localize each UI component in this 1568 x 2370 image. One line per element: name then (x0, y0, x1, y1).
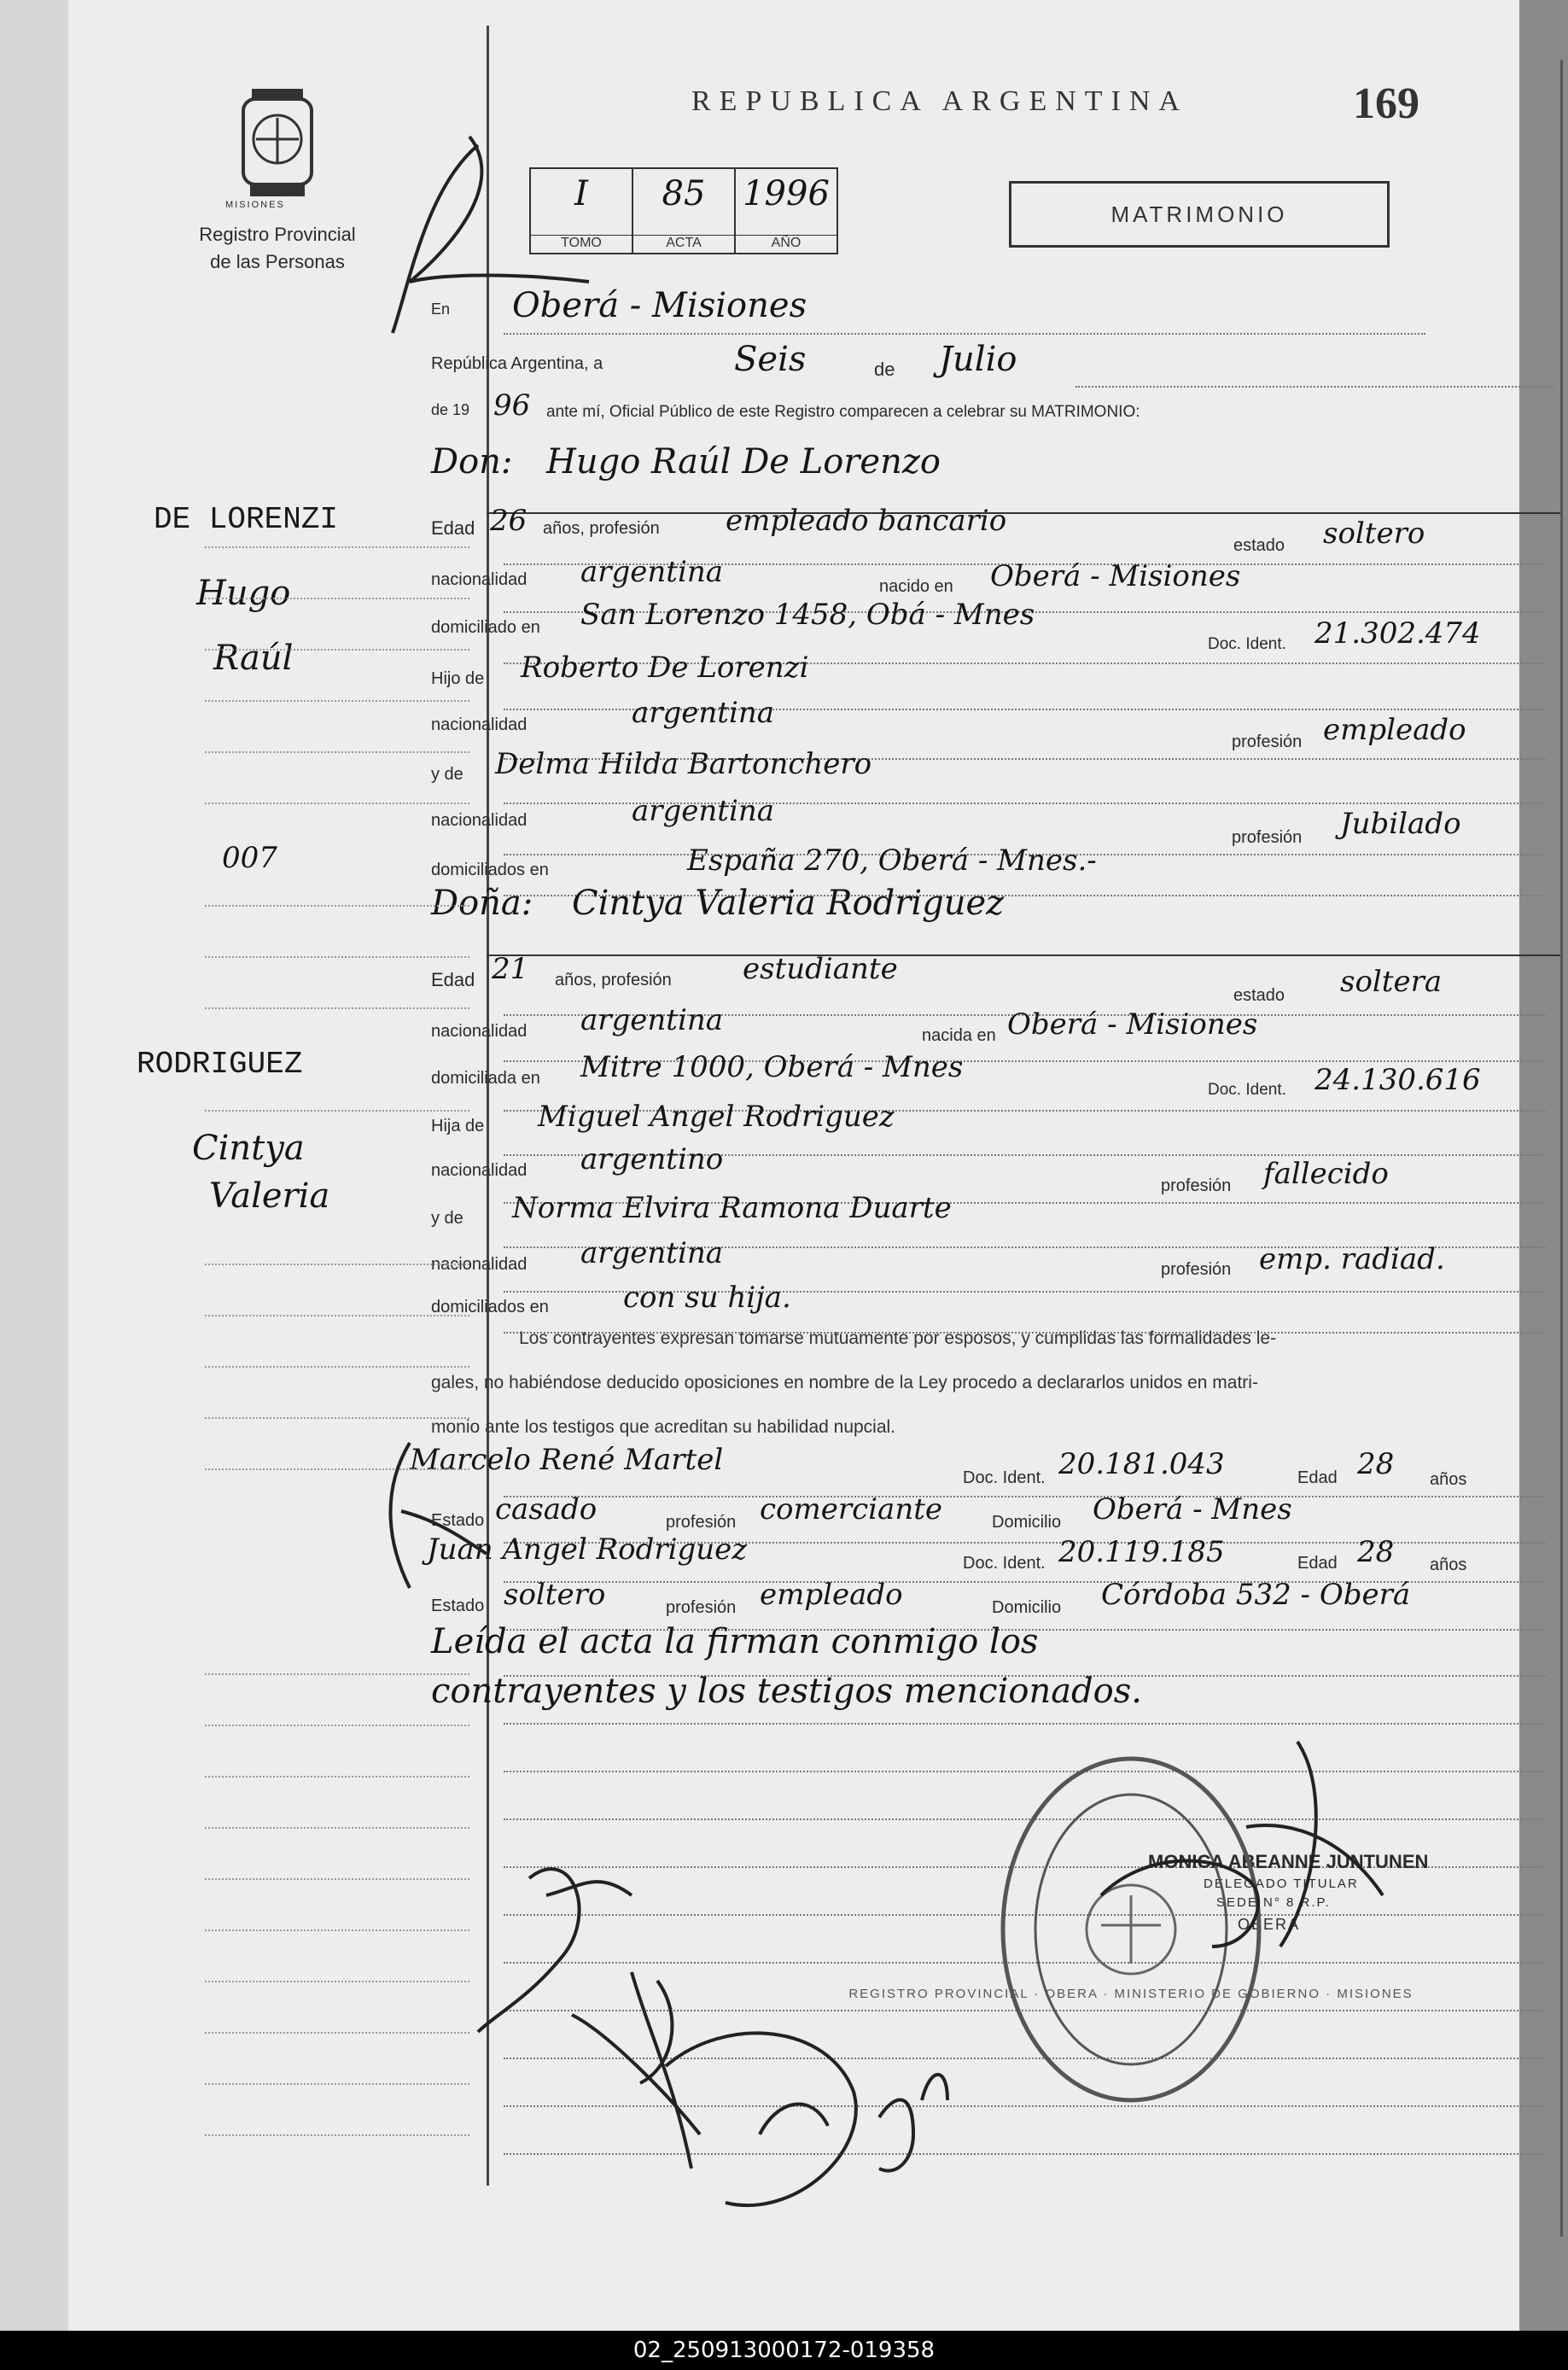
acta-cell (633, 169, 736, 253)
bride-yde-label: y de (431, 1209, 463, 1228)
margin-bride-surname: RODRIGUEZ (137, 1047, 303, 1082)
place-value: Oberá - Misiones (512, 286, 807, 325)
domiciliados-label: domiciliados en (431, 861, 549, 879)
bride-estado: soltera (1340, 965, 1443, 999)
edad-label: Edad (431, 517, 475, 539)
margin-rule-line (205, 546, 469, 548)
year-suffix: 96 (493, 388, 531, 423)
witness1-domicilio-label: Domicilio (992, 1513, 1062, 1532)
margin-rule-line (205, 1673, 469, 1675)
margin-groom-given1: Hugo (196, 574, 291, 613)
groom-nacionalidad: argentina (580, 555, 724, 589)
margin-groom-given2: Raúl (213, 639, 294, 678)
margin-bride-given1: Cintya (192, 1129, 305, 1168)
bride-mother-nac: argentina (580, 1236, 724, 1270)
bride-edad-label: Edad (431, 969, 475, 990)
margin-rule-line (205, 1264, 469, 1265)
witness2-profesion-label: profesión (666, 1598, 737, 1617)
margin-rule-line (205, 2032, 469, 2034)
registrar-initial-signature (358, 111, 615, 367)
month-value: Julio (939, 340, 1017, 379)
officer-title: DELEGADO TITULAR (1204, 1877, 1359, 1891)
stamp-caption: REGISTRO PROVINCIAL · OBERA · MINISTERIO DE GOBIERNO · MISIONES (848, 1987, 1414, 2001)
margin-bride-given2: Valeria (209, 1176, 330, 1216)
anos-profesion-label: años, profesión (543, 519, 660, 538)
de-label: de (874, 359, 895, 380)
acta-value: 85 (662, 174, 706, 213)
witness1-doc: 20.181.043 (1058, 1447, 1225, 1481)
margin-rule-line (205, 1315, 469, 1316)
witness1-domicilio: Oberá - Mnes (1093, 1492, 1292, 1526)
closing-line2: contrayentes y los testigos mencionados. (431, 1672, 1142, 1711)
coat-of-arms-icon (226, 84, 329, 203)
domiciliada-label: domiciliada en (431, 1069, 540, 1088)
margin-rule-line (205, 751, 469, 753)
hija-label: Hija de (431, 1117, 485, 1135)
officer-signature (1075, 1725, 1400, 1981)
bride-name: Cintya Valeria Rodriguez (572, 884, 1005, 923)
groom-parents-dom: España 270, Oberá - Mnes.- (687, 844, 1097, 878)
margin-rule-line (205, 1110, 469, 1112)
right-border-line (1560, 60, 1563, 2237)
witness2-edad-label: Edad (1297, 1554, 1338, 1573)
bride-domiciliados-label: domiciliados en (431, 1298, 549, 1316)
officer-office: SEDE N° 8 R.P. (1216, 1895, 1331, 1910)
witness2-estado-label: Estado (431, 1597, 485, 1615)
act-type-box: MATRIMONIO (1009, 181, 1390, 248)
register-page (68, 0, 1519, 2370)
groom-name: Hugo Raúl De Lorenzo (546, 442, 941, 482)
margin-rule-line (205, 2134, 469, 2136)
margin-rule-line (205, 1981, 469, 1982)
witness2-domicilio-label: Domicilio (992, 1598, 1062, 1617)
bride-mother-prof: emp. radiad. (1259, 1242, 1445, 1276)
margin-mark: 007 (222, 841, 277, 875)
country-heading: REPUBLICA ARGENTINA (691, 85, 1188, 117)
bride-title: Doña: (431, 884, 533, 923)
groom-edad: 26 (490, 504, 528, 538)
bride-anos-profesion-label: años, profesión (555, 971, 672, 989)
nacida-label: nacida en (922, 1026, 996, 1045)
mother-nacionalidad-label: nacionalidad (431, 811, 528, 830)
formal-text-line1: Los contrayentes expresan tomarse mutuamente por esposos, y cumplidas las formalidades le- (519, 1328, 1277, 1348)
scan-identifier: 02_250913000172-019358 (0, 2331, 1568, 2370)
nacido-label: nacido en (879, 577, 953, 596)
bride-doc: 24.130.616 (1314, 1063, 1481, 1097)
comparecen-text: ante mí, Oficial Público de este Registro comparecen a celebrar su MATRIMONIO: (546, 403, 1140, 421)
margin-rule-line (205, 1827, 469, 1829)
groom-mother-prof: Jubilado (1340, 807, 1461, 841)
yde-label: y de (431, 765, 463, 784)
groom-nacido: Oberá - Misiones (990, 559, 1241, 593)
bride-father-prof-label: profesión (1161, 1176, 1232, 1195)
nacionalidad-label: nacionalidad (431, 570, 528, 589)
margin-rule-line (205, 1417, 469, 1419)
witness1-edad-label: Edad (1297, 1468, 1338, 1487)
witness1-edad: 28 (1357, 1447, 1395, 1481)
bride-nacionalidad: argentina (580, 1003, 724, 1037)
groom-profesion: empleado bancario (726, 504, 1007, 538)
bride-parents-dom: con su hija. (623, 1281, 791, 1315)
groom-father-nac: argentina (632, 696, 775, 730)
rule-line (1075, 386, 1553, 388)
witness2-doc-label: Doc. Ident. (963, 1554, 1046, 1573)
hijo-label: Hijo de (431, 669, 485, 688)
rule-line (504, 333, 1425, 335)
witness1-anos-label: años (1430, 1470, 1467, 1489)
registry-name-line2: de las Personas (210, 251, 345, 272)
witness2-estado: soltero (504, 1578, 606, 1612)
margin-rule-line (205, 649, 469, 651)
bride-father-prof: fallecido (1263, 1157, 1389, 1191)
witness1-profesion-label: profesión (666, 1513, 737, 1532)
anio-cell (736, 169, 836, 253)
closing-line1: Leída el acta la firman conmigo los (431, 1622, 1039, 1661)
margin-rule-line (205, 598, 469, 599)
acta-label: ACTA (633, 235, 734, 251)
bride-edad: 21 (492, 952, 529, 986)
witness1-estado: casado (495, 1492, 597, 1526)
groom-domicilio: San Lorenzo 1458, Obá - Mnes (580, 598, 1035, 632)
groom-mother-nac: argentina (632, 794, 775, 828)
rule-line (504, 1496, 1545, 1497)
father-profesion-label: profesión (1232, 733, 1303, 751)
left-page-edge (0, 0, 71, 2370)
formal-text-line2: gales, no habiéndose deducido oposiciones en nombre de la Ley procedo a declararlos unidos en matri- (431, 1373, 1258, 1392)
bride-mother-nac-label: nacionalidad (431, 1255, 528, 1274)
margin-rule-line (205, 2083, 469, 2085)
witness1-name: Marcelo René Martel (410, 1443, 724, 1477)
groom-estado: soltero (1323, 517, 1425, 551)
bride-domicilio: Mitre 1000, Oberá - Mnes (580, 1050, 964, 1084)
bride-mother-prof-label: profesión (1161, 1260, 1232, 1279)
groom-father: Roberto De Lorenzi (521, 651, 809, 685)
republica-label: República Argentina, a (431, 354, 603, 373)
margin-rule-line (205, 1007, 469, 1009)
contracting-parties-signatures (469, 1810, 1024, 2254)
margin-rule-line (205, 1366, 469, 1368)
groom-doc: 21.302.474 (1314, 616, 1481, 651)
bride-profesion: estudiante (743, 952, 898, 986)
witness1-doc-label: Doc. Ident. (963, 1468, 1046, 1487)
section-line (487, 512, 1560, 514)
anio-value: 1996 (743, 174, 830, 213)
tomo-value: I (574, 174, 588, 213)
domiciliado-label: domiciliado en (431, 618, 540, 637)
margin-rule-line (205, 905, 469, 907)
father-nacionalidad-label: nacionalidad (431, 715, 528, 734)
witness1-profesion: comerciante (760, 1492, 942, 1526)
margin-rule-line (205, 1878, 469, 1880)
formal-text-line3: monio ante los testigos que acreditan su habilidad nupcial. (431, 1417, 896, 1437)
registry-name-line1: Registro Provincial (199, 224, 356, 245)
witness2-anos-label: años (1430, 1556, 1467, 1574)
doc-ident-label: Doc. Ident. (1208, 635, 1286, 653)
witness2-domicilio: Córdoba 532 - Oberá (1101, 1578, 1411, 1612)
groom-father-prof: empleado (1323, 713, 1466, 747)
margin-rule-line (205, 1929, 469, 1931)
mother-profesion-label: profesión (1232, 828, 1303, 847)
tomo-label: TOMO (531, 235, 632, 251)
en-label: En (431, 301, 451, 318)
day-value: Seis (734, 340, 807, 379)
witness2-profesion: empleado (760, 1578, 903, 1612)
witness1-estado-label: Estado (431, 1511, 485, 1530)
margin-rule-line (205, 803, 469, 804)
officer-name: MONICA ABEANNE JUNTUNEN (1148, 1851, 1429, 1872)
groom-title: Don: (431, 442, 513, 482)
bride-doc-label: Doc. Ident. (1208, 1081, 1286, 1099)
bride-father-nac: argentino (580, 1142, 724, 1176)
groom-mother: Delma Hilda Bartonchero (495, 747, 872, 781)
bride-nacida: Oberá - Misiones (1007, 1007, 1258, 1042)
anio-label: AÑO (736, 235, 836, 251)
bride-mother: Norma Elvira Ramona Duarte (512, 1191, 952, 1225)
year-prefix: de 19 (431, 401, 470, 418)
seal-caption: MISIONES (225, 200, 285, 210)
margin-rule-line (205, 700, 469, 702)
witness2-edad: 28 (1357, 1535, 1395, 1569)
estado-label: estado (1233, 536, 1285, 555)
bride-nacionalidad-label: nacionalidad (431, 1022, 528, 1041)
witness2-name: Juan Angel Rodriguez (427, 1532, 748, 1567)
section-line (487, 954, 1560, 956)
bride-estado-label: estado (1233, 986, 1285, 1005)
witness2-doc: 20.119.185 (1058, 1535, 1225, 1569)
witness-margin-signature (376, 1434, 495, 1605)
margin-groom-surname: DE LORENZI (154, 502, 339, 537)
margin-rule-line (205, 1725, 469, 1726)
officer-city: OBERA (1238, 1916, 1301, 1933)
margin-rule-line (205, 956, 469, 958)
margin-rule-line (205, 1776, 469, 1778)
bride-father: Miguel Angel Rodriguez (538, 1100, 895, 1134)
page-number: 169 (1353, 79, 1419, 128)
bride-father-nac-label: nacionalidad (431, 1161, 528, 1180)
